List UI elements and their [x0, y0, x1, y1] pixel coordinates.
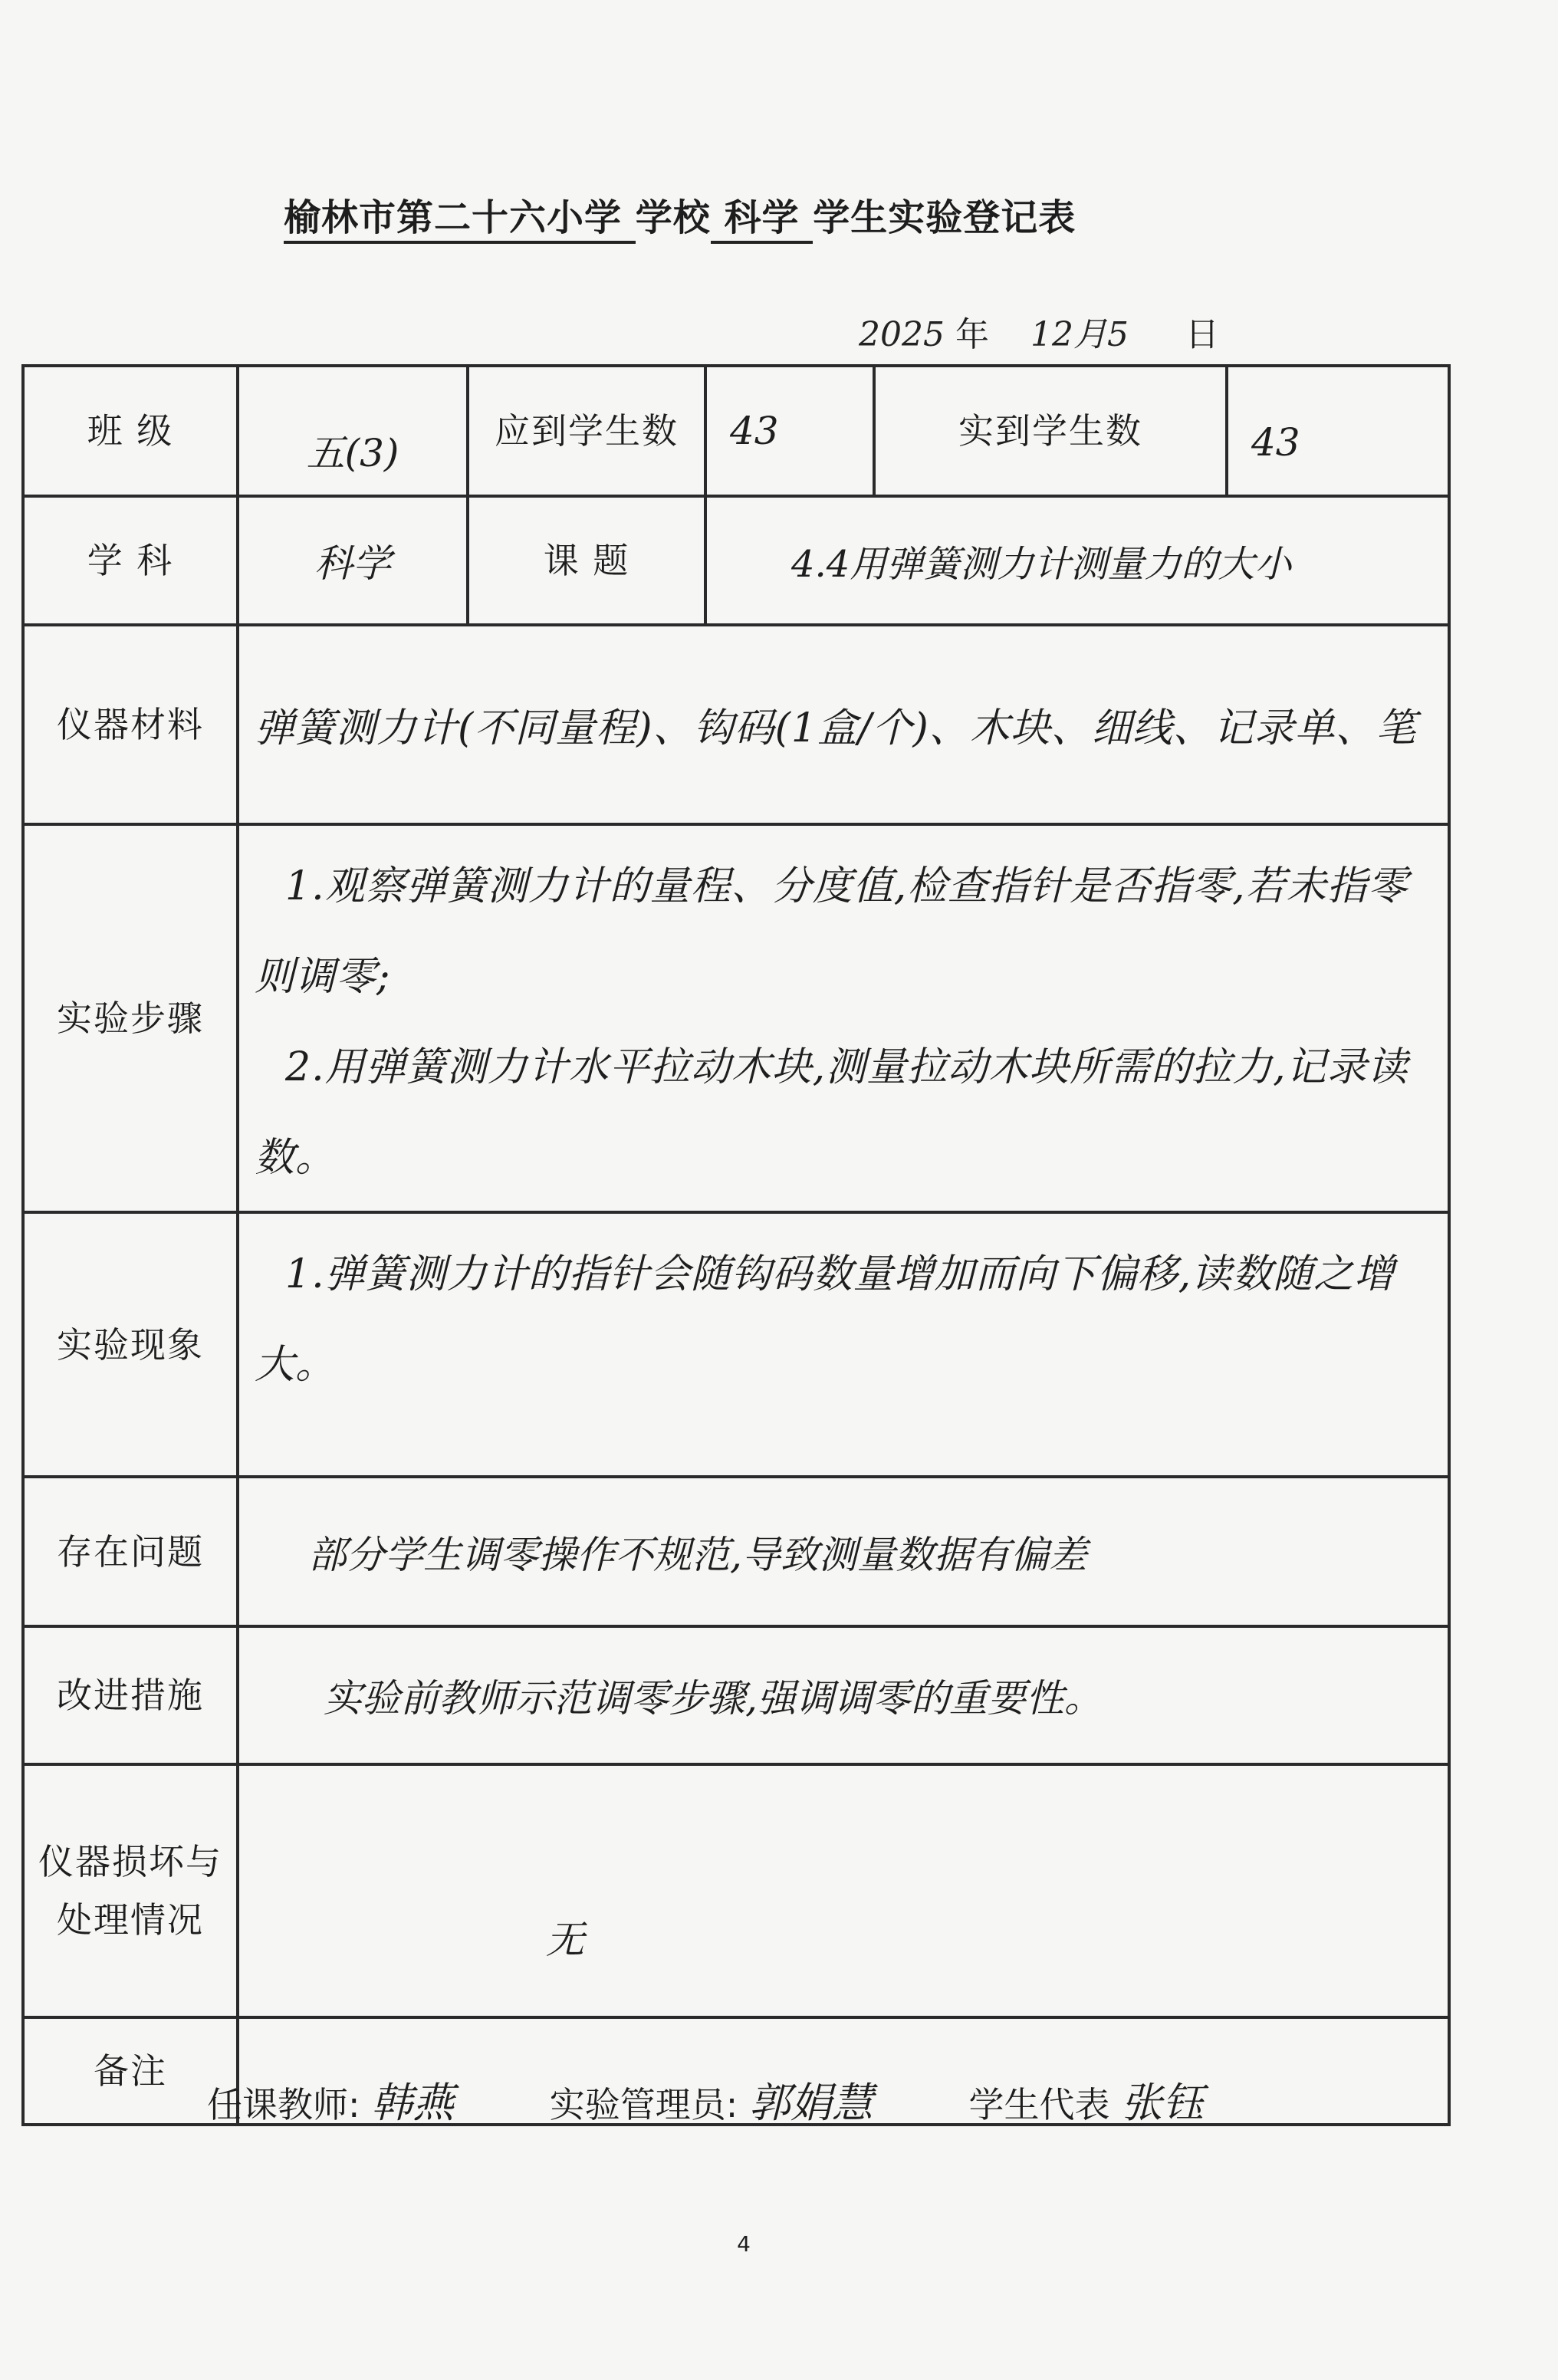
- value-materials: 弹簧测力计(不同量程)、钩码(1盒/个)、木块、细线、记录单、笔: [238, 625, 1449, 824]
- label-problems: 存在问题: [23, 1477, 238, 1626]
- title-school-suffix: 学校: [635, 196, 711, 239]
- value-steps: [238, 824, 1449, 1212]
- registration-table: [21, 364, 1451, 2126]
- row-steps: [23, 824, 1449, 1212]
- value-damage: 无: [238, 1764, 1449, 2017]
- date-day-label: 日: [1185, 315, 1219, 354]
- teacher-label: 任课教师:: [207, 2084, 360, 2125]
- value-improvements: 实验前教师示范调零步骤,强调调零的重要性。: [238, 1626, 1449, 1764]
- row-phenomena: [23, 1212, 1449, 1477]
- label-class: 班 级: [23, 366, 238, 496]
- value-phenomena: 1.弹簧测力计的指针会随钩码数量增加而向下偏移,读数随之增大。: [238, 1212, 1449, 1477]
- manager-signature: 郭娟慧: [748, 2079, 873, 2127]
- value-subject: 科学: [238, 496, 468, 625]
- form-date: [859, 307, 1219, 356]
- row-problems: [23, 1477, 1449, 1626]
- row-materials: [23, 625, 1449, 824]
- student-signature: 张钰: [1121, 2079, 1205, 2127]
- title-subject: 科学: [724, 196, 799, 244]
- row-damage: [23, 1764, 1449, 2017]
- value-expected: 43: [705, 366, 874, 496]
- label-materials: 仪器材料: [23, 625, 238, 824]
- page-number: 4: [737, 2231, 751, 2257]
- label-damage: 仪器损坏与处理情况: [23, 1764, 238, 2017]
- manager-label: 实验管理员:: [549, 2084, 738, 2125]
- row-improvements: [23, 1626, 1449, 1764]
- title-school-name: 榆林市第二十六小学: [284, 196, 622, 244]
- date-year-label: 年: [955, 315, 989, 354]
- teacher-signature: 韩燕: [371, 2079, 455, 2127]
- date-month-day: 12月5: [1030, 315, 1129, 354]
- label-expected: 应到学生数: [468, 366, 705, 496]
- form-title: [284, 188, 1250, 241]
- label-topic: 课 题: [468, 496, 705, 625]
- value-class: 五(3): [238, 366, 468, 496]
- row-subject: [23, 496, 1449, 625]
- value-problems: 部分学生调零操作不规范,导致测量数据有偏差: [238, 1477, 1449, 1626]
- signature-line: [207, 2070, 1510, 2129]
- date-year: 2025: [859, 315, 945, 354]
- student-label: 学生代表: [968, 2084, 1110, 2125]
- label-actual: 实到学生数: [874, 366, 1227, 496]
- value-topic: 4.4用弹簧测力计测量力的大小: [705, 496, 1449, 625]
- value-actual: 43: [1227, 366, 1449, 496]
- label-steps: 实验步骤: [23, 824, 238, 1212]
- label-remarks: 备注: [23, 2017, 238, 2125]
- row-class: [23, 366, 1449, 496]
- label-improvements: 改进措施: [23, 1626, 238, 1764]
- title-form-name: 学生实验登记表: [813, 196, 1076, 239]
- label-subject: 学 科: [23, 496, 238, 625]
- label-phenomena: 实验现象: [23, 1212, 238, 1477]
- step-2: 2.用弹簧测力计水平拉动木块,测量拉动木块所需的拉力,记录读数。: [255, 1044, 1408, 1181]
- step-1: 1.观察弹簧测力计的量程、分度值,检查指针是否指零,若未指零则调零;: [255, 863, 1408, 1000]
